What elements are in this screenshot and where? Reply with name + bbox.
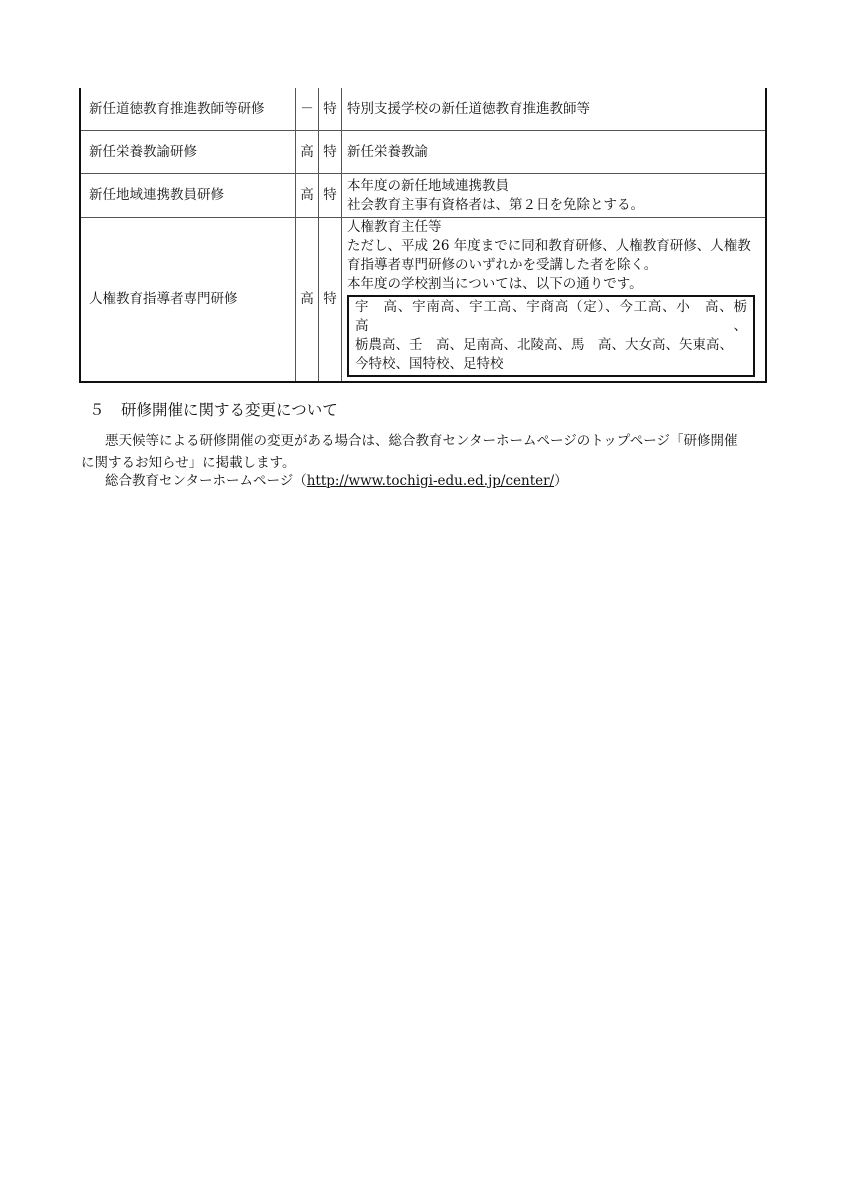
special-school-mark: 特 [319, 218, 342, 383]
target-text: 人権教育主任等 [347, 219, 442, 235]
homepage-line [89, 470, 785, 492]
homepage-close: ） [554, 473, 568, 489]
table-row [80, 88, 766, 131]
section-title: 研修開催に関する変更について [121, 401, 338, 419]
training-table [79, 88, 767, 383]
high-school-mark: 高 [296, 174, 319, 218]
table-row [80, 174, 766, 218]
school-allocation-box [347, 295, 761, 377]
target-cell [342, 218, 767, 383]
paragraph-line: に関するお知らせ」に掲載します。 [81, 455, 296, 471]
section-number: ５ [89, 401, 105, 419]
training-name: 新任道徳教育推進教師等研修 [80, 88, 296, 131]
target-cell [342, 174, 767, 218]
special-school-mark: 特 [319, 88, 342, 131]
target-text: 社会教育主事有資格者は、第２日を免除とする。 [347, 196, 644, 213]
special-school-mark: 特 [319, 174, 342, 218]
target-text: 本年度の新任地域連携教員 [347, 177, 509, 194]
school-list-line: 今特校、国特校、足特校 [355, 356, 504, 372]
training-name: 新任地域連携教員研修 [80, 174, 296, 218]
paragraph-line: 悪天候等による研修開催の変更がある場合は、総合教育センターホームページのトップページ「研修開催 [105, 433, 738, 449]
school-list-line: 栃農高、壬 高、足南高、北陵高、馬 高、大女高、矢東高、 [355, 337, 733, 353]
target-text: 特別支援学校の新任道徳教育推進教師等 [347, 100, 590, 117]
target-text: ただし、平成 26 年度までに同和教育研修、人権教育研修、人権教 [347, 238, 751, 254]
target-text: 育指導者専門研修のいずれかを受講した者を除く。 [347, 257, 658, 273]
training-name: 新任栄養教諭研修 [80, 131, 296, 174]
special-school-mark: 特 [319, 131, 342, 174]
section-paragraph [81, 430, 769, 474]
homepage-link[interactable]: http://www.tochigi-edu.ed.jp/center/ [306, 473, 555, 489]
target-cell [342, 88, 767, 131]
homepage-label: 総合教育センターホームページ（ [105, 473, 307, 489]
high-school-mark: 高 [296, 131, 319, 174]
high-school-mark: 高 [296, 218, 319, 383]
school-list-line: 宇 高、宇南高、宇工高、宇商高（定）、今工高、小 高、栃 高、 [355, 299, 761, 334]
table-row [80, 218, 766, 383]
target-text: 新任栄養教諭 [347, 143, 428, 160]
target-text: 本年度の学校割当については、以下の通りです。 [347, 276, 643, 292]
high-school-mark: － [296, 88, 319, 131]
section-heading [89, 398, 338, 420]
training-name: 人権教育指導者専門研修 [80, 218, 296, 383]
target-cell [342, 131, 767, 174]
table-row [80, 131, 766, 174]
